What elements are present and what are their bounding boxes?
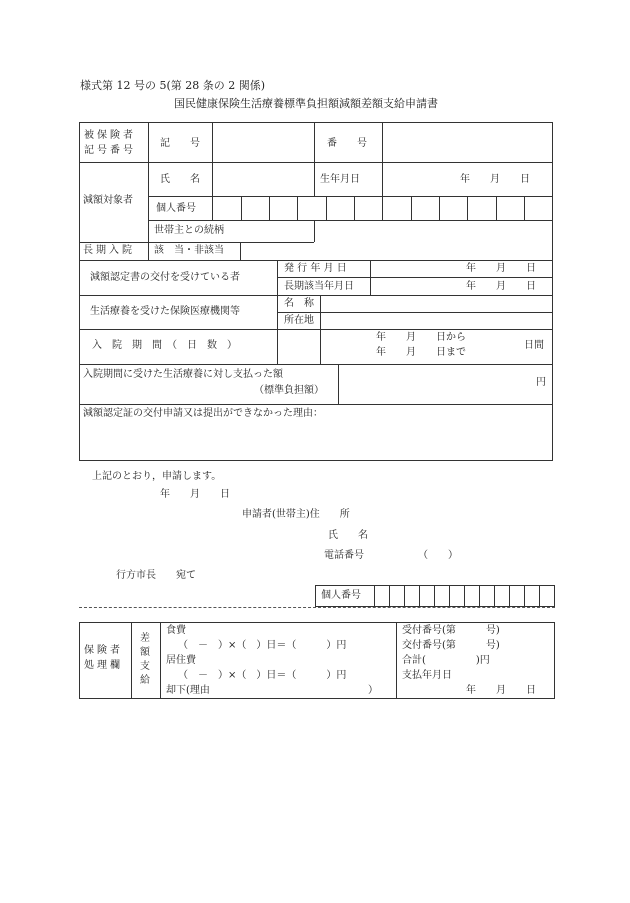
stay-to: 年 月 日まで	[376, 347, 466, 358]
facility-name-label: 名 称	[284, 298, 314, 309]
insured-label-2: 記号番号	[84, 145, 136, 156]
issue-date-label: 発 行 年 月 日	[284, 263, 347, 274]
application-date: 年 月 日	[160, 489, 230, 500]
meal-label: 食費	[166, 625, 186, 636]
longterm-label: 長期入院	[83, 245, 135, 256]
paid-amount-unit: 円	[536, 377, 546, 388]
issue-number: 交付番号(第 号)	[402, 640, 500, 651]
applicant-name-label: 氏 名	[328, 530, 368, 541]
symbol-label: 記 号	[160, 138, 200, 149]
form-title: 国民健康保険生活療養標準負担額減額差額支給申請書	[174, 97, 438, 110]
number-label: 番 号	[327, 138, 367, 149]
reject-close: ）	[368, 685, 378, 696]
issue-date-value: 年 月 日	[466, 263, 536, 274]
applicant-phone-label: 電話番号	[324, 550, 364, 561]
application-statement: 上記のとおり，申請します。	[92, 471, 222, 482]
dob-label: 生年月日	[320, 174, 360, 185]
relation-label: 世帯主との続柄	[154, 225, 224, 236]
applicant-address-label: 申請者(世帯主)住 所	[242, 509, 350, 520]
receipt-number: 受付番号(第 号)	[402, 625, 500, 636]
longterm-value: 該 当・非該当	[154, 245, 224, 256]
insured-label: 被保険者	[84, 130, 136, 141]
meal-formula: （ － ）×（ ）日＝（ ）円	[178, 640, 347, 651]
insurer-label: 保険者	[84, 645, 123, 656]
addressee: 行方市長 宛て	[116, 570, 196, 581]
certificate-holder-label: 減額認定書の交付を受けている者	[90, 272, 240, 283]
longterm-date-label: 長期該当年月日	[284, 281, 354, 292]
insurer-label-2: 処理欄	[84, 660, 123, 671]
stay-from: 年 月 日から	[376, 332, 466, 343]
facility-address-label: 所在地	[284, 315, 314, 326]
stay-days-unit: 日間	[524, 340, 544, 351]
payment-date-value: 年 月 日	[466, 685, 536, 696]
applicant-personal-number-label: 個人番号	[321, 590, 361, 601]
cut-line	[79, 607, 555, 608]
living-label: 居住費	[166, 655, 196, 666]
dob-value: 年 月 日	[460, 174, 530, 185]
reject-label: 却下(理由	[166, 685, 210, 696]
diff-char-4: 給	[140, 675, 150, 686]
longterm-date-value: 年 月 日	[466, 281, 536, 292]
applicant-phone-paren: （ ）	[418, 550, 458, 561]
personal-number-label: 個人番号	[156, 203, 196, 214]
paid-amount-sublabel: （標準負担額）	[254, 385, 324, 396]
name-label: 氏 名	[160, 174, 200, 185]
target-person-label: 減額対象者	[83, 195, 133, 206]
stay-period-label: 入 院 期 間 （ 日 数 ）	[92, 340, 237, 351]
facility-label: 生活療養を受けた保険医療機関等	[90, 306, 240, 317]
reason-label: 減額認定証の交付申請又は提出ができなかった理由：	[83, 408, 323, 419]
living-formula: （ － ）×（ ）日＝（ ）円	[178, 670, 347, 681]
diff-char-2: 額	[140, 647, 150, 658]
paid-amount-label: 入院期間に受けた生活療養に対し支払った額	[83, 369, 283, 380]
diff-char-3: 支	[140, 661, 150, 672]
payment-date-label: 支払年月日	[402, 670, 452, 681]
diff-char-1: 差	[140, 633, 150, 644]
form-number: 様式第 12 号の 5(第 28 条の 2 関係)	[80, 79, 266, 92]
total-amount: 合計( )円	[402, 655, 490, 666]
